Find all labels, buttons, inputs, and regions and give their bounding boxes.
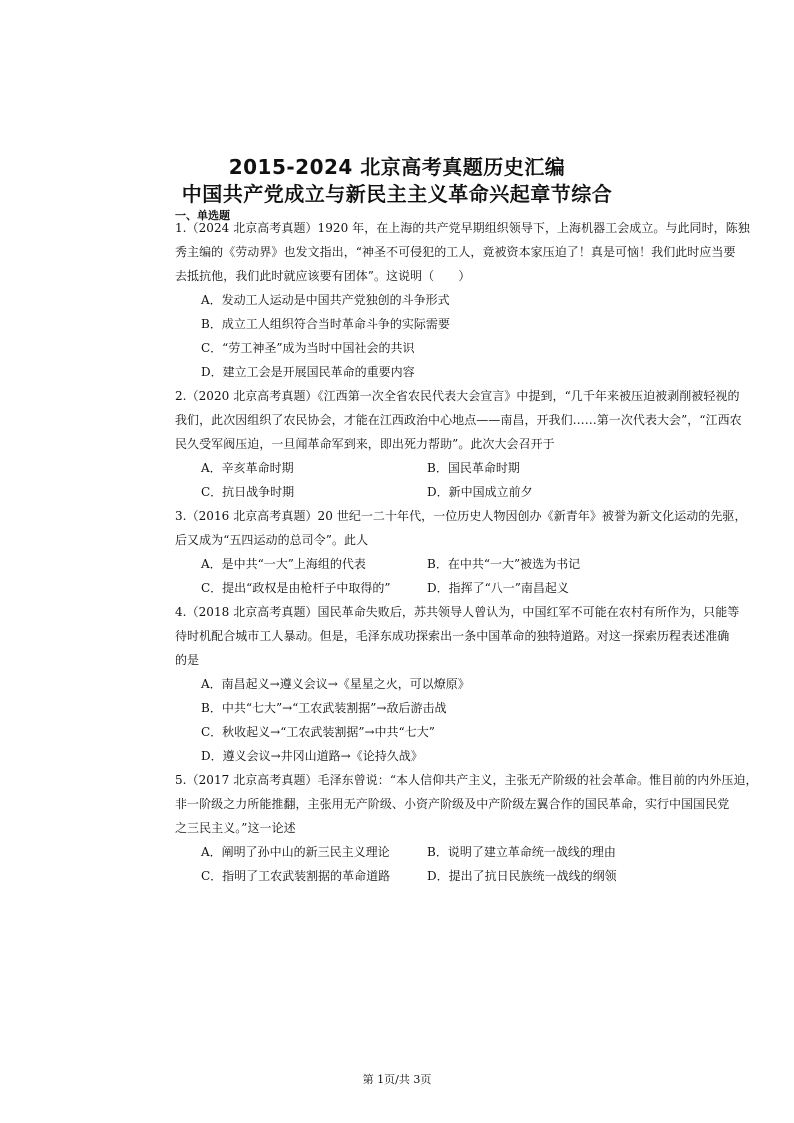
question-4-option-c: C．秋收起义→“工农武装割据”→中共“七大” bbox=[201, 725, 435, 739]
question-5-line-1: 5.（2017 北京高考真题）毛泽东曾说：“本人信仰共产主义，主张无产阶级的社会革命。惟目前的内外压迫， bbox=[175, 773, 758, 787]
question-3-line-1: 3.（2016 北京高考真题）20 世纪一二十年代，一位历史人物因创办《新青年》被誉为新文化运动的先驱， bbox=[175, 509, 747, 523]
question-3-option-d: D．指挥了“八一”南昌起义 bbox=[427, 581, 569, 595]
document-title: 2015-2024 北京高考真题历史汇编 bbox=[228, 155, 566, 179]
question-4-line-1: 4.（2018 北京高考真题）国民革命失败后，苏共领导人曾认为，中国红军不可能在农村有所作为，只能等 bbox=[175, 605, 740, 619]
question-5-option-a: A．阐明了孙中山的新三民主义理论 bbox=[201, 845, 390, 859]
question-4-option-b: B．中共“七大”→“工农武装割据”→敌后游击战 bbox=[201, 701, 447, 715]
question-5-option-b: B．说明了建立革命统一战线的理由 bbox=[427, 845, 616, 859]
question-1-option-c: C．“劳工神圣”成为当时中国社会的共识 bbox=[201, 341, 415, 355]
question-2-option-a: A．辛亥革命时期 bbox=[201, 461, 294, 475]
question-3-line-2: 后又成为“五四运动的总司令”。此人 bbox=[175, 533, 369, 547]
question-2-line-3: 民久受军阀压迫，一旦闻革命军到来，即出死力帮助”。此次大会召开于 bbox=[175, 437, 555, 451]
question-1-line-3: 去抵抗他，我们此时就应该要有团体”。这说明（ ） bbox=[175, 269, 471, 283]
question-2-line-2: 我们，此次因组织了农民协会，才能在江西政治中心地点——南昌，开我们……第一次代表大会”，“江西农 bbox=[175, 413, 742, 427]
question-4-option-d: D．遵义会议→井冈山道路→《论持久战》 bbox=[201, 749, 423, 763]
section-heading: 一、单选题 bbox=[175, 209, 230, 222]
question-2-option-d: D．新中国成立前夕 bbox=[427, 485, 533, 499]
question-2-line-1: 2.（2020 北京高考真题）《江西第一次全省农民代表大会宣言》中提到，“几千年来被压迫被剥削被轻视的 bbox=[175, 389, 740, 403]
question-3-option-b: B．在中共“一大”被选为书记 bbox=[427, 557, 581, 571]
question-5-option-d: D．提出了抗日民族统一战线的纲领 bbox=[427, 869, 617, 883]
question-5-line-3: 之三民主义。”这一论述 bbox=[175, 821, 296, 835]
question-1-option-b: B．成立工人组织符合当时革命斗争的实际需要 bbox=[201, 317, 450, 331]
question-4-option-a: A．南昌起义→遵义会议→《星星之火，可以燎原》 bbox=[201, 677, 470, 691]
question-5-option-c: C．指明了工农武装割据的革命道路 bbox=[201, 869, 391, 883]
question-2-option-b: B．国民革命时期 bbox=[427, 461, 520, 475]
question-3-option-c: C．提出“政权是由枪杆子中取得的” bbox=[201, 581, 391, 595]
question-1-option-d: D．建立工会是开展国民革命的重要内容 bbox=[201, 365, 415, 379]
page-number: 第 1页/共 3页 bbox=[362, 1073, 432, 1086]
question-2-option-c: C．抗日战争时期 bbox=[201, 485, 295, 499]
question-1-line-2: 秀主编的《劳动界》也发文指出，“神圣不可侵犯的工人，竟被资本家压迫了！真是可恼！我们此时应当要 bbox=[175, 245, 736, 259]
question-4-line-2: 待时机配合城市工人暴动。但是，毛泽东成功探索出一条中国革命的独特道路。对这一探索历程表述准确 bbox=[175, 629, 730, 643]
question-3-option-a: A．是中共“一大”上海组的代表 bbox=[201, 557, 366, 571]
question-5-line-2: 非一阶级之力所能推翻，主张用无产阶级、小资产阶级及中产阶级左翼合作的国民革命，实行中国国民党 bbox=[175, 797, 730, 811]
question-1-line-1: 1.（2024 北京高考真题）1920 年，在上海的共产党早期组织领导下，上海机器工会成立。与此同时，陈独 bbox=[175, 221, 750, 235]
question-4-line-3: 的是 bbox=[175, 653, 200, 667]
document-subtitle: 中国共产党成立与新民主主义革命兴起章节综合 bbox=[181, 182, 613, 206]
question-1-option-a: A．发动工人运动是中国共产党独创的斗争形式 bbox=[201, 293, 450, 307]
